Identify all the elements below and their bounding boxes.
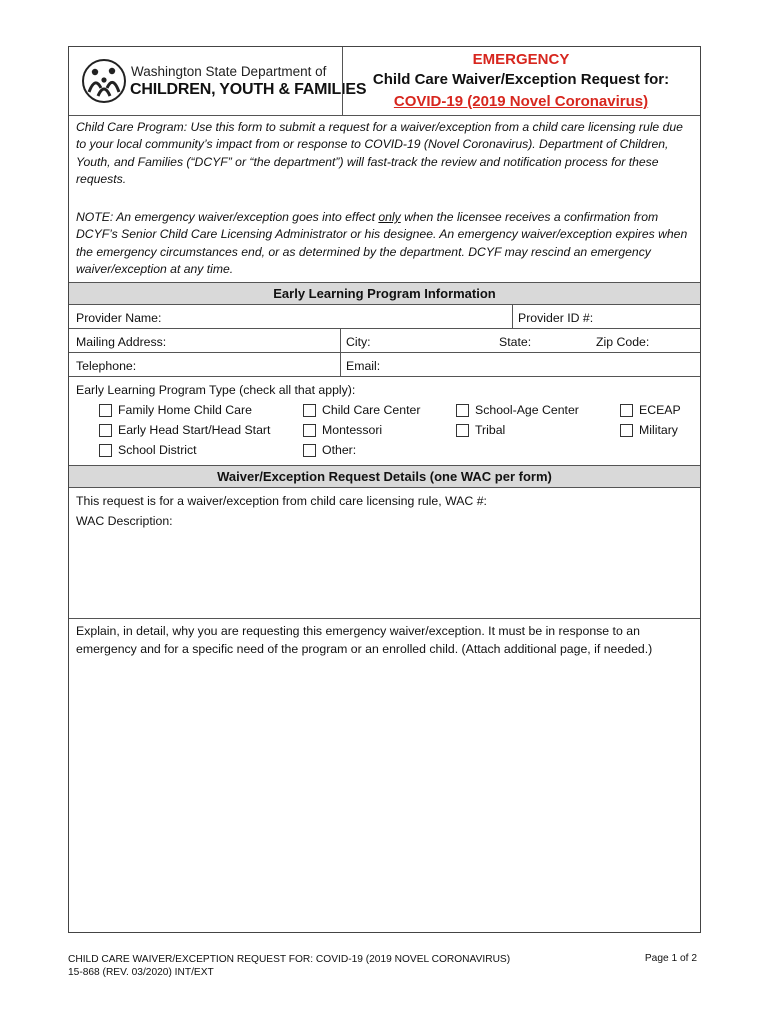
note-emphasis: only xyxy=(378,210,401,224)
city-field[interactable]: City: xyxy=(346,335,371,349)
type-label-early-head-start: Early Head Start/Head Start xyxy=(118,423,271,437)
zip-code-field[interactable]: Zip Code: xyxy=(596,335,650,349)
dcyf-logo xyxy=(69,47,367,115)
provider-id-field[interactable]: Provider ID #: xyxy=(518,311,594,325)
footer-title: CHILD CARE WAIVER/EXCEPTION REQUEST FOR: COVID-19 (2019 NOVEL CORONAVIRUS) xyxy=(68,954,511,965)
checkbox-military[interactable] xyxy=(620,424,633,437)
provider-name-field[interactable]: Provider Name: xyxy=(76,311,162,325)
type-label-montessori: Montessori xyxy=(322,423,383,437)
type-label-school-age: School-Age Center xyxy=(475,403,579,417)
checkbox-early-head-start[interactable] xyxy=(99,424,112,437)
type-label-eceap: ECEAP xyxy=(639,403,681,417)
wac-number-field[interactable]: This request is for a waiver/exception from child care licensing rule, WAC #: xyxy=(76,494,487,508)
type-label-family-home: Family Home Child Care xyxy=(118,403,252,417)
wac-description-field[interactable]: WAC Description: xyxy=(76,514,173,528)
telephone-field[interactable]: Telephone: xyxy=(76,359,137,373)
family-logo-icon xyxy=(81,58,127,104)
checkbox-family-home-child-care[interactable] xyxy=(99,404,112,417)
checkbox-school-age-center[interactable] xyxy=(456,404,469,417)
checkbox-eceap[interactable] xyxy=(620,404,633,417)
type-label-tribal: Tribal xyxy=(475,423,506,437)
intro-paragraph: Child Care Program: Use this form to submit a request for a waiver/exception from a child care licensing rule due to your local community’s impact from or response to COVID-19 (Novel Coronavirus). Department of Children, Youth, and Families (“DCYF” or “the department”) will fast-track the review and notification process for these requests. xyxy=(76,120,683,187)
footer-revision: 15-868 (REV. 03/2020) INT/EXT xyxy=(68,967,214,978)
checkbox-school-district[interactable] xyxy=(99,444,112,457)
waiver-request-form xyxy=(68,46,701,933)
state-field[interactable]: State: xyxy=(499,335,532,349)
checkbox-montessori[interactable] xyxy=(303,424,316,437)
program-info-heading: Early Learning Program Information xyxy=(69,283,700,304)
checkbox-other[interactable] xyxy=(303,444,316,457)
page-number: Page 1 of 2 xyxy=(644,953,697,964)
type-label-child-care-center: Child Care Center xyxy=(322,403,421,417)
explanation-field[interactable]: Explain, in detail, why you are requesting this emergency waiver/exception. It must be in response to an emergency and for a specific need of the program or an enrolled child. (Attach additional page, if needed.) xyxy=(76,624,653,656)
checkbox-child-care-center[interactable] xyxy=(303,404,316,417)
type-label-other: Other: xyxy=(322,443,357,457)
logo-text-line1: Washington State Department of xyxy=(131,64,327,79)
type-label-school-district: School District xyxy=(118,443,197,457)
checkbox-tribal[interactable] xyxy=(456,424,469,437)
logo-text-line2: CHILDREN, YOUTH & FAMILIES xyxy=(130,81,367,98)
mailing-address-field[interactable]: Mailing Address: xyxy=(76,335,167,349)
type-label-military: Military xyxy=(639,423,678,437)
program-type-label: Early Learning Program Type (check all that apply): xyxy=(76,383,356,397)
covid-subtitle: COVID-19 (2019 Novel Coronavirus) xyxy=(393,93,649,110)
emergency-label: EMERGENCY xyxy=(472,51,570,68)
footer-form-id xyxy=(68,953,510,979)
form-title: Child Care Waiver/Exception Request for: xyxy=(372,71,670,88)
email-field[interactable]: Email: xyxy=(346,359,381,373)
note-paragraph: NOTE: An emergency waiver/exception goes into effect only when the licensee receives a confirmation from DCYF’s Senior Child Care Licensing Administrator or his designee. An emergency waiver/exception expires when the emergency circumstances end, or as determined by the department. DCYF may rescind an emergency waiver/exception at any time. xyxy=(76,210,688,277)
request-details-heading: Waiver/Exception Request Details (one WAC per form) xyxy=(69,466,700,487)
form-title-block xyxy=(342,47,700,115)
